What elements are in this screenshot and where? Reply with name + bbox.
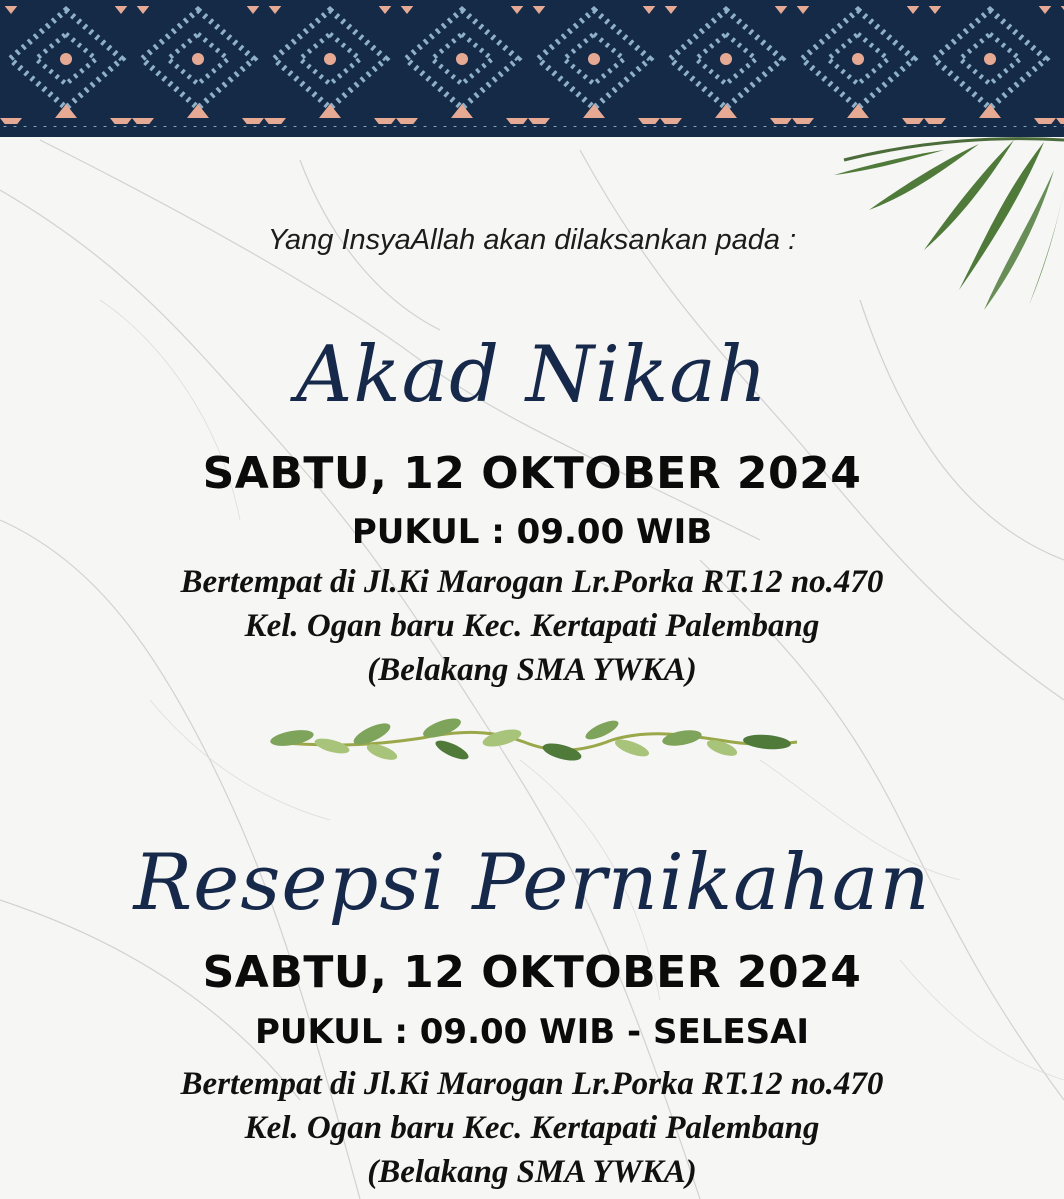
akad-venue-line: Bertempat di Jl.Ki Marogan Lr.Porka RT.12 no.470 (180, 564, 884, 600)
resepsi-time: PUKUL : 09.00 WIB - SELESAI (254, 1012, 810, 1052)
resepsi-date: SABTU, 12 OKTOBER 2024 (202, 947, 862, 998)
resepsi-venue-line: Kel. Ogan baru Kec. Kertapati Palembang (244, 1110, 820, 1146)
intro-text: Yang InsyaAllah akan dilaksankan pada : (267, 224, 797, 256)
resepsi-venue-line: Bertempat di Jl.Ki Marogan Lr.Porka RT.12 no.470 (180, 1066, 884, 1102)
akad-venue-line: (Belakang SMA YWKA) (367, 652, 697, 688)
resepsi-venue (0, 1062, 1064, 1194)
akad-venue (0, 560, 1064, 692)
akad-time: PUKUL : 09.00 WIB (351, 512, 713, 552)
resepsi-venue-line: (Belakang SMA YWKA) (367, 1154, 697, 1190)
akad-venue-line: Kel. Ogan baru Kec. Kertapati Palembang (244, 608, 820, 644)
akad-title: Akad Nikah (295, 330, 769, 420)
songket-pattern-band (0, 0, 1064, 137)
akad-date: SABTU, 12 OKTOBER 2024 (202, 448, 862, 499)
resepsi-title: Resepsi Pernikahan (133, 838, 931, 928)
vine-divider-icon (262, 708, 802, 772)
